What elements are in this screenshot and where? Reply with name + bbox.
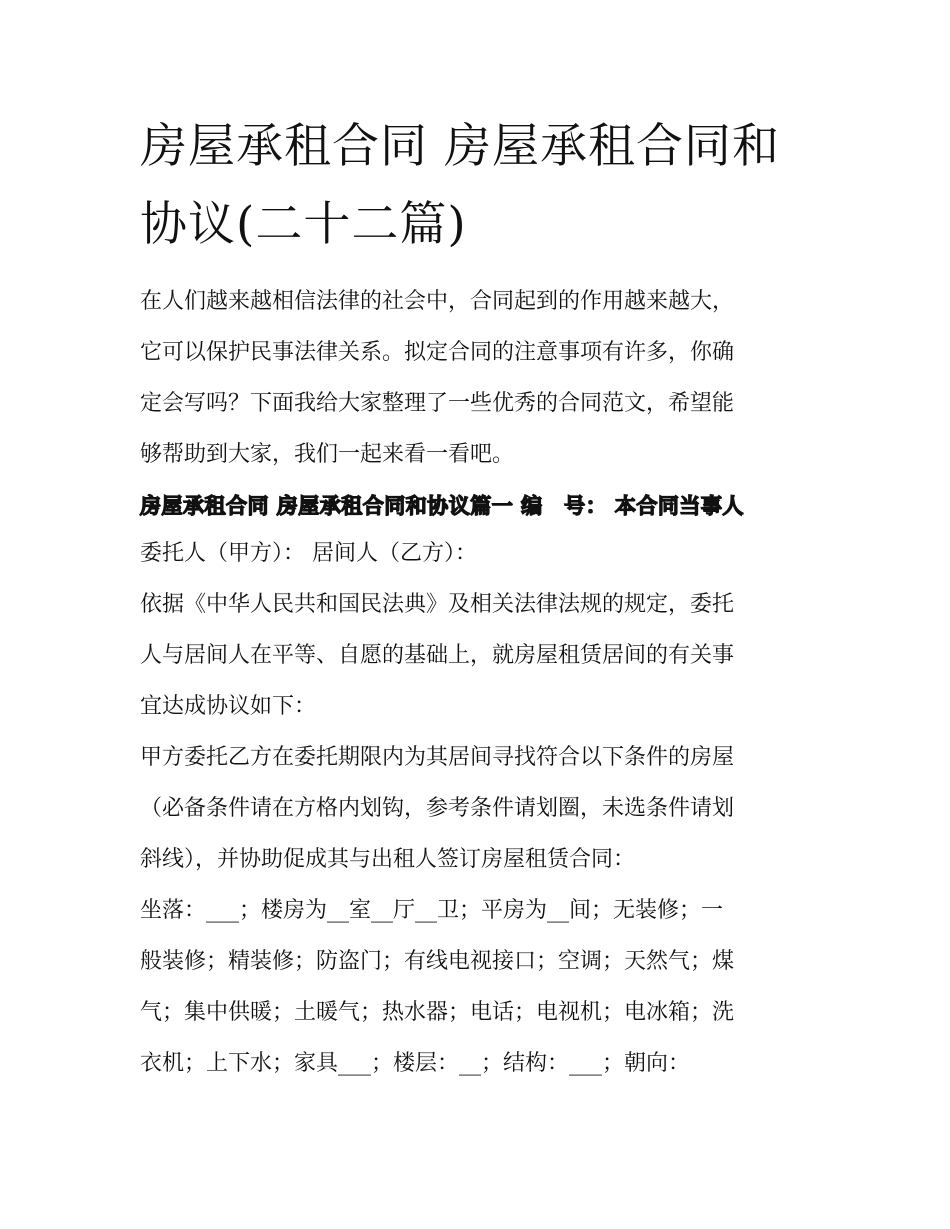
body-line: （必备条件请在方格内划钩，参考条件请划圈，未选条件请划 <box>140 796 735 821</box>
contract-body <box>140 528 820 1089</box>
title-line-2: 协议(二十二篇) <box>140 197 467 252</box>
body-line: 气；集中供暖；土暖气；热水器；电话；电视机；电冰箱；洗 <box>140 1000 735 1025</box>
intro-line: 在人们越来越相信法律的社会中，合同起到的作用越来越大， <box>140 289 735 314</box>
body-line: 般装修；精装修；防盗门；有线电视接口；空调；天然气；煤 <box>140 949 735 974</box>
body-line: 宜达成协议如下： <box>140 694 317 719</box>
document-title <box>140 108 840 264</box>
body-line: 坐落：___；楼房为__室__厅__卫；平房为__间；无装修；一 <box>140 898 724 923</box>
intro-paragraph <box>140 276 820 480</box>
intro-line: 够帮助到大家，我们一起来看一看吧。 <box>140 442 515 467</box>
section-heading: 房屋承租合同 房屋承租合同和协议篇一 编 号： 本合同当事人 <box>140 494 744 518</box>
title-line-1: 房屋承租合同 房屋承租合同和 <box>140 119 780 174</box>
body-line: 人与居间人在平等、自愿的基础上，就房屋租赁居间的有关事 <box>140 643 735 668</box>
body-line: 斜线），并协助促成其与出租人签订房屋租赁合同： <box>140 847 636 872</box>
body-line: 衣机；上下水；家具___；楼层：__；结构：___；朝向： <box>140 1051 691 1076</box>
body-line: 委托人（甲方）： 居间人（乙方）： <box>140 541 477 566</box>
intro-line: 它可以保护民事法律关系。拟定合同的注意事项有许多，你确 <box>140 340 735 365</box>
body-line: 甲方委托乙方在委托期限内为其居间寻找符合以下条件的房屋 <box>140 745 735 770</box>
intro-line: 定会写吗？下面我给大家整理了一些优秀的合同范文，希望能 <box>140 391 735 416</box>
body-line: 依据《中华人民共和国民法典》及相关法律法规的规定，委托 <box>140 592 735 617</box>
